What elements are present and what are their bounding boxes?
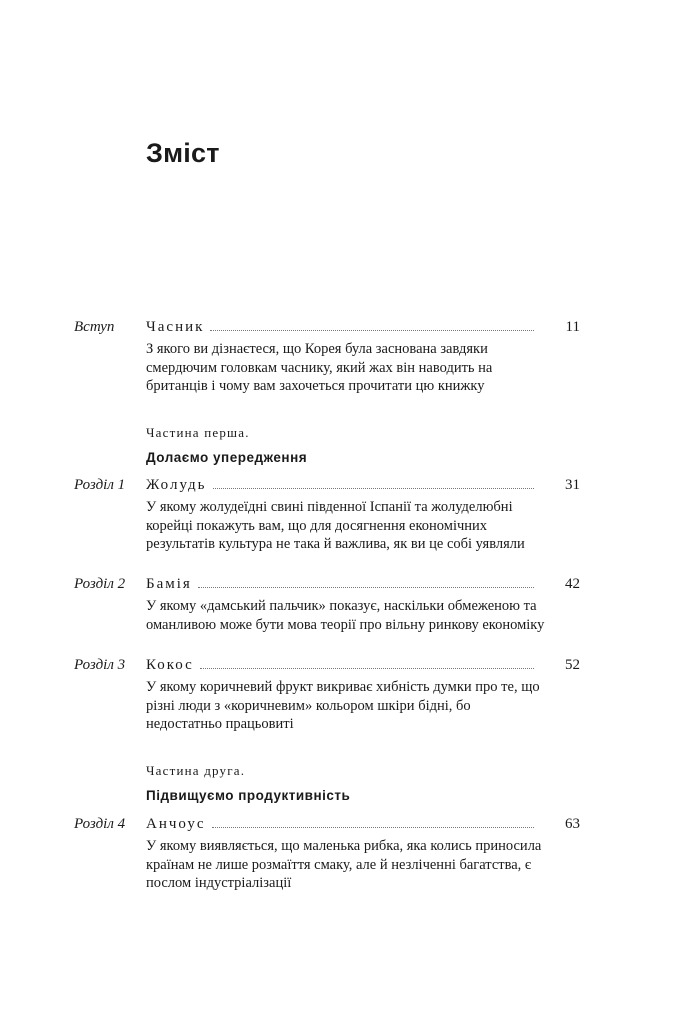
entry-title: Жолудь — [146, 477, 207, 493]
entry-label: Розділ 3 — [74, 657, 126, 673]
entry-heading — [146, 575, 580, 593]
entry-description: У якому коричневий фрукт викриває хибність думки про те, що різні люди з «коричневим» кольором шкіри бідні, бо недостатньо працьовиті — [146, 679, 540, 732]
part-title: Долаємо упередження — [146, 450, 308, 465]
entry-label: Розділ 2 — [74, 576, 126, 592]
dot-leader — [198, 587, 534, 588]
page-number: 42 — [565, 576, 580, 592]
entry-label: Вступ — [74, 319, 115, 335]
page-number: 11 — [565, 319, 580, 335]
dot-leader — [200, 668, 534, 669]
part-title: Підвищуємо продуктивність — [146, 788, 351, 803]
entry-description: У якому жолудеїдні свині південної Іспанії та жолуделюбні корейці покажуть вам, що для досягнення економічних результатів культура не така й важлива, як ви це собі уявляли — [146, 499, 525, 552]
entry-description: У якому виявляється, що маленька рибка, яка колись приносила країнам не лише розмаїття смаку, але й незліченні багатства, є послом індустріалізації — [146, 838, 542, 891]
page-number: 63 — [565, 816, 580, 832]
page-number: 31 — [565, 477, 580, 493]
entry-heading — [146, 815, 580, 833]
entry-heading — [146, 318, 580, 336]
part-heading-1 — [146, 425, 307, 466]
part-label: Частина перша. — [146, 425, 250, 440]
entry-heading — [146, 656, 580, 674]
dot-leader — [212, 827, 535, 828]
entry-heading — [146, 476, 580, 494]
entry-label: Розділ 1 — [74, 477, 126, 493]
part-label: Частина друга. — [146, 763, 246, 778]
part-heading-2 — [146, 763, 350, 804]
entry-description: У якому «дамський пальчик» показує, наскільки обмеженою та оманливою може бути мова теорії про вільну ринкову економіку — [146, 598, 545, 633]
page-title: Зміст — [146, 138, 220, 168]
entry-title: Анчоус — [146, 816, 206, 832]
dot-leader — [210, 330, 534, 331]
entry-title: Часник — [146, 319, 205, 335]
dot-leader — [213, 488, 535, 489]
entry-title: Кокос — [146, 657, 194, 673]
page-number: 52 — [565, 657, 580, 673]
entry-title: Бамія — [146, 576, 192, 592]
entry-description: З якого ви дізнаєтеся, що Корея була заснована завдяки смердючим головкам часнику, який жах він наводить на британців і чому вам захочеться прочитати цю книжку — [146, 341, 493, 394]
entry-label: Розділ 4 — [74, 816, 126, 832]
